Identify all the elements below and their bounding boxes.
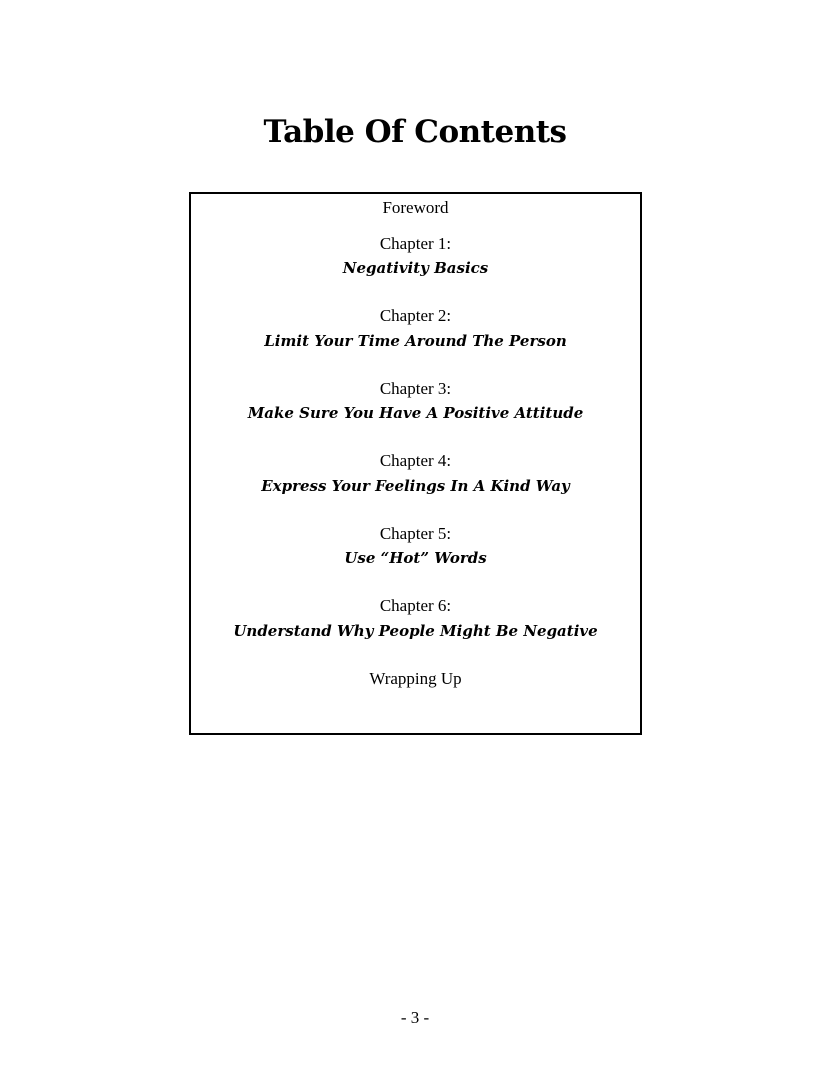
toc-wrapping-up: Wrapping Up [369, 669, 462, 688]
toc-chapter-6-label: Chapter 6: [379, 596, 452, 615]
toc-chapter-1-label: Chapter 1: [379, 234, 452, 253]
page-number: - 3 - [400, 1008, 430, 1027]
toc-chapter-3-title: Make Sure You Have A Positive Attitude [247, 404, 584, 422]
toc-chapter-1-title: Negativity Basics [342, 259, 489, 277]
toc-chapter-5-label: Chapter 5: [379, 524, 452, 543]
table-of-contents-box [189, 192, 642, 735]
toc-foreword: Foreword [382, 198, 449, 217]
toc-chapter-2-title: Limit Your Time Around The Person [264, 332, 567, 350]
toc-chapter-3-label: Chapter 3: [379, 379, 452, 398]
toc-chapter-6-title: Understand Why People Might Be Negative [233, 622, 598, 640]
toc-chapter-4-title: Express Your Feelings In A Kind Way [261, 477, 570, 495]
toc-chapter-2-label: Chapter 2: [379, 306, 452, 325]
toc-chapter-5-title: Use “Hot” Words [344, 549, 487, 567]
toc-chapter-4-label: Chapter 4: [379, 451, 452, 470]
page-title: Table Of Contents [263, 114, 567, 150]
